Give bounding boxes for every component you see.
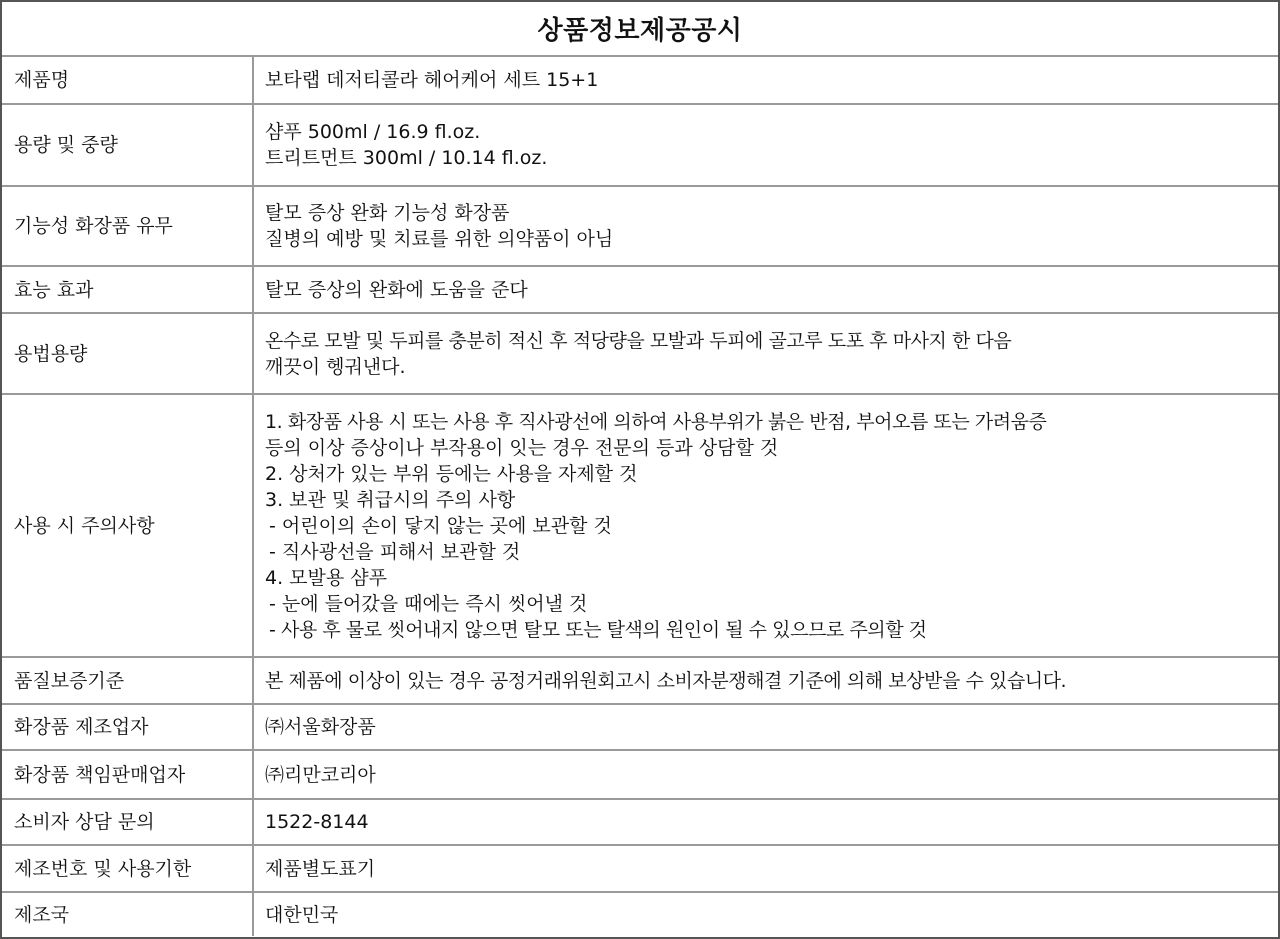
value-line: 탈모 증상 완화 기능성 화장품: [265, 202, 510, 224]
row-value: [253, 657, 1278, 704]
table-row-origin: [2, 892, 1278, 936]
row-value: [253, 313, 1278, 394]
row-value: [253, 104, 1278, 186]
value-line: 트리트먼트 300ml / 10.14 fl.oz.: [265, 147, 548, 169]
row-label: 기능성 화장품 유무: [2, 186, 253, 266]
row-label: 효능 효과: [2, 266, 253, 313]
value-line: 1. 화장품 사용 시 또는 사용 후 직사광선에 의하여 사용부위가 붉은 반점, 부어오름 또는 가려움증: [265, 410, 1047, 433]
value-line: - 직사광선을 피해서 보관할 것: [269, 540, 521, 563]
row-label: 제조번호 및 사용기한: [2, 845, 253, 892]
table-row-efficacy: [2, 266, 1278, 313]
row-label: 사용 시 주의사항: [2, 394, 253, 657]
row-value: ㈜리만코리아: [253, 750, 1278, 799]
value-line: 3. 보관 및 취급시의 주의 사항: [265, 488, 516, 511]
row-label: 용량 및 중량: [2, 104, 253, 186]
row-label: 화장품 제조업자: [2, 704, 253, 750]
table-row-lot-expiry: [2, 845, 1278, 892]
row-label: 품질보증기준: [2, 657, 253, 704]
value-line: 2. 상처가 있는 부위 등에는 사용을 자제할 것: [265, 462, 638, 485]
table-row-consumer-inquiry: [2, 799, 1278, 845]
row-value: 제품별도표기: [253, 845, 1278, 892]
product-info-table: [2, 57, 1278, 936]
table-row-product-name: [2, 57, 1278, 104]
table-row-capacity: [2, 104, 1278, 186]
row-value: ㈜서울화장품: [253, 704, 1278, 750]
row-value: 탈모 증상의 완화에 도움을 준다: [253, 266, 1278, 313]
value-line: 질병의 예방 및 치료를 위한 의약품이 아님: [265, 228, 614, 250]
row-label: 제조국: [2, 892, 253, 936]
value-line: 깨끗이 헹궈낸다.: [265, 355, 406, 378]
value-line: - 눈에 들어갔을 때에는 즉시 씻어낼 것: [269, 592, 588, 615]
row-value: 1522-8144: [253, 799, 1278, 845]
value-line: - 사용 후 물로 씻어내지 않으면 탈모 또는 탈색의 원인이 될 수 있으므로 주의할 것: [269, 618, 927, 641]
table-row-warranty: [2, 657, 1278, 704]
value-line: 온수로 모발 및 두피를 충분히 적신 후 적당량을 모발과 두피에 골고루 도포 후 마사지 한 다음: [265, 329, 1012, 352]
value-line: 등의 이상 증상이나 부작용이 잇는 경우 전문의 등과 상담할 것: [265, 436, 779, 459]
table-row-seller: [2, 750, 1278, 799]
row-label: 제품명: [2, 57, 253, 104]
value-line: 본 제품에 이상이 있는 경우 공정거래위원회고시 소비자분쟁해결 기준에 의해 보상받을 수 있습니다.: [265, 669, 1067, 692]
row-label: 소비자 상담 문의: [2, 799, 253, 845]
value-line: - 어린이의 손이 닿지 않는 곳에 보관할 것: [269, 514, 612, 537]
table-row-manufacturer: [2, 704, 1278, 750]
row-value: 보타랩 데저티콜라 헤어케어 세트 15+1: [253, 57, 1278, 104]
table-row-cautions: [2, 394, 1278, 657]
row-value: [253, 394, 1278, 657]
row-value: [253, 186, 1278, 266]
row-label: 용법용량: [2, 313, 253, 394]
row-label: 화장품 책임판매업자: [2, 750, 253, 799]
table-row-usage: [2, 313, 1278, 394]
value-line: 4. 모발용 샴푸: [265, 566, 387, 589]
table-row-functional: [2, 186, 1278, 266]
value-line: 샴푸 500ml / 16.9 fl.oz.: [265, 121, 481, 143]
row-value: 대한민국: [265, 903, 339, 926]
page-title: 상품정보제공공시: [2, 2, 1278, 57]
